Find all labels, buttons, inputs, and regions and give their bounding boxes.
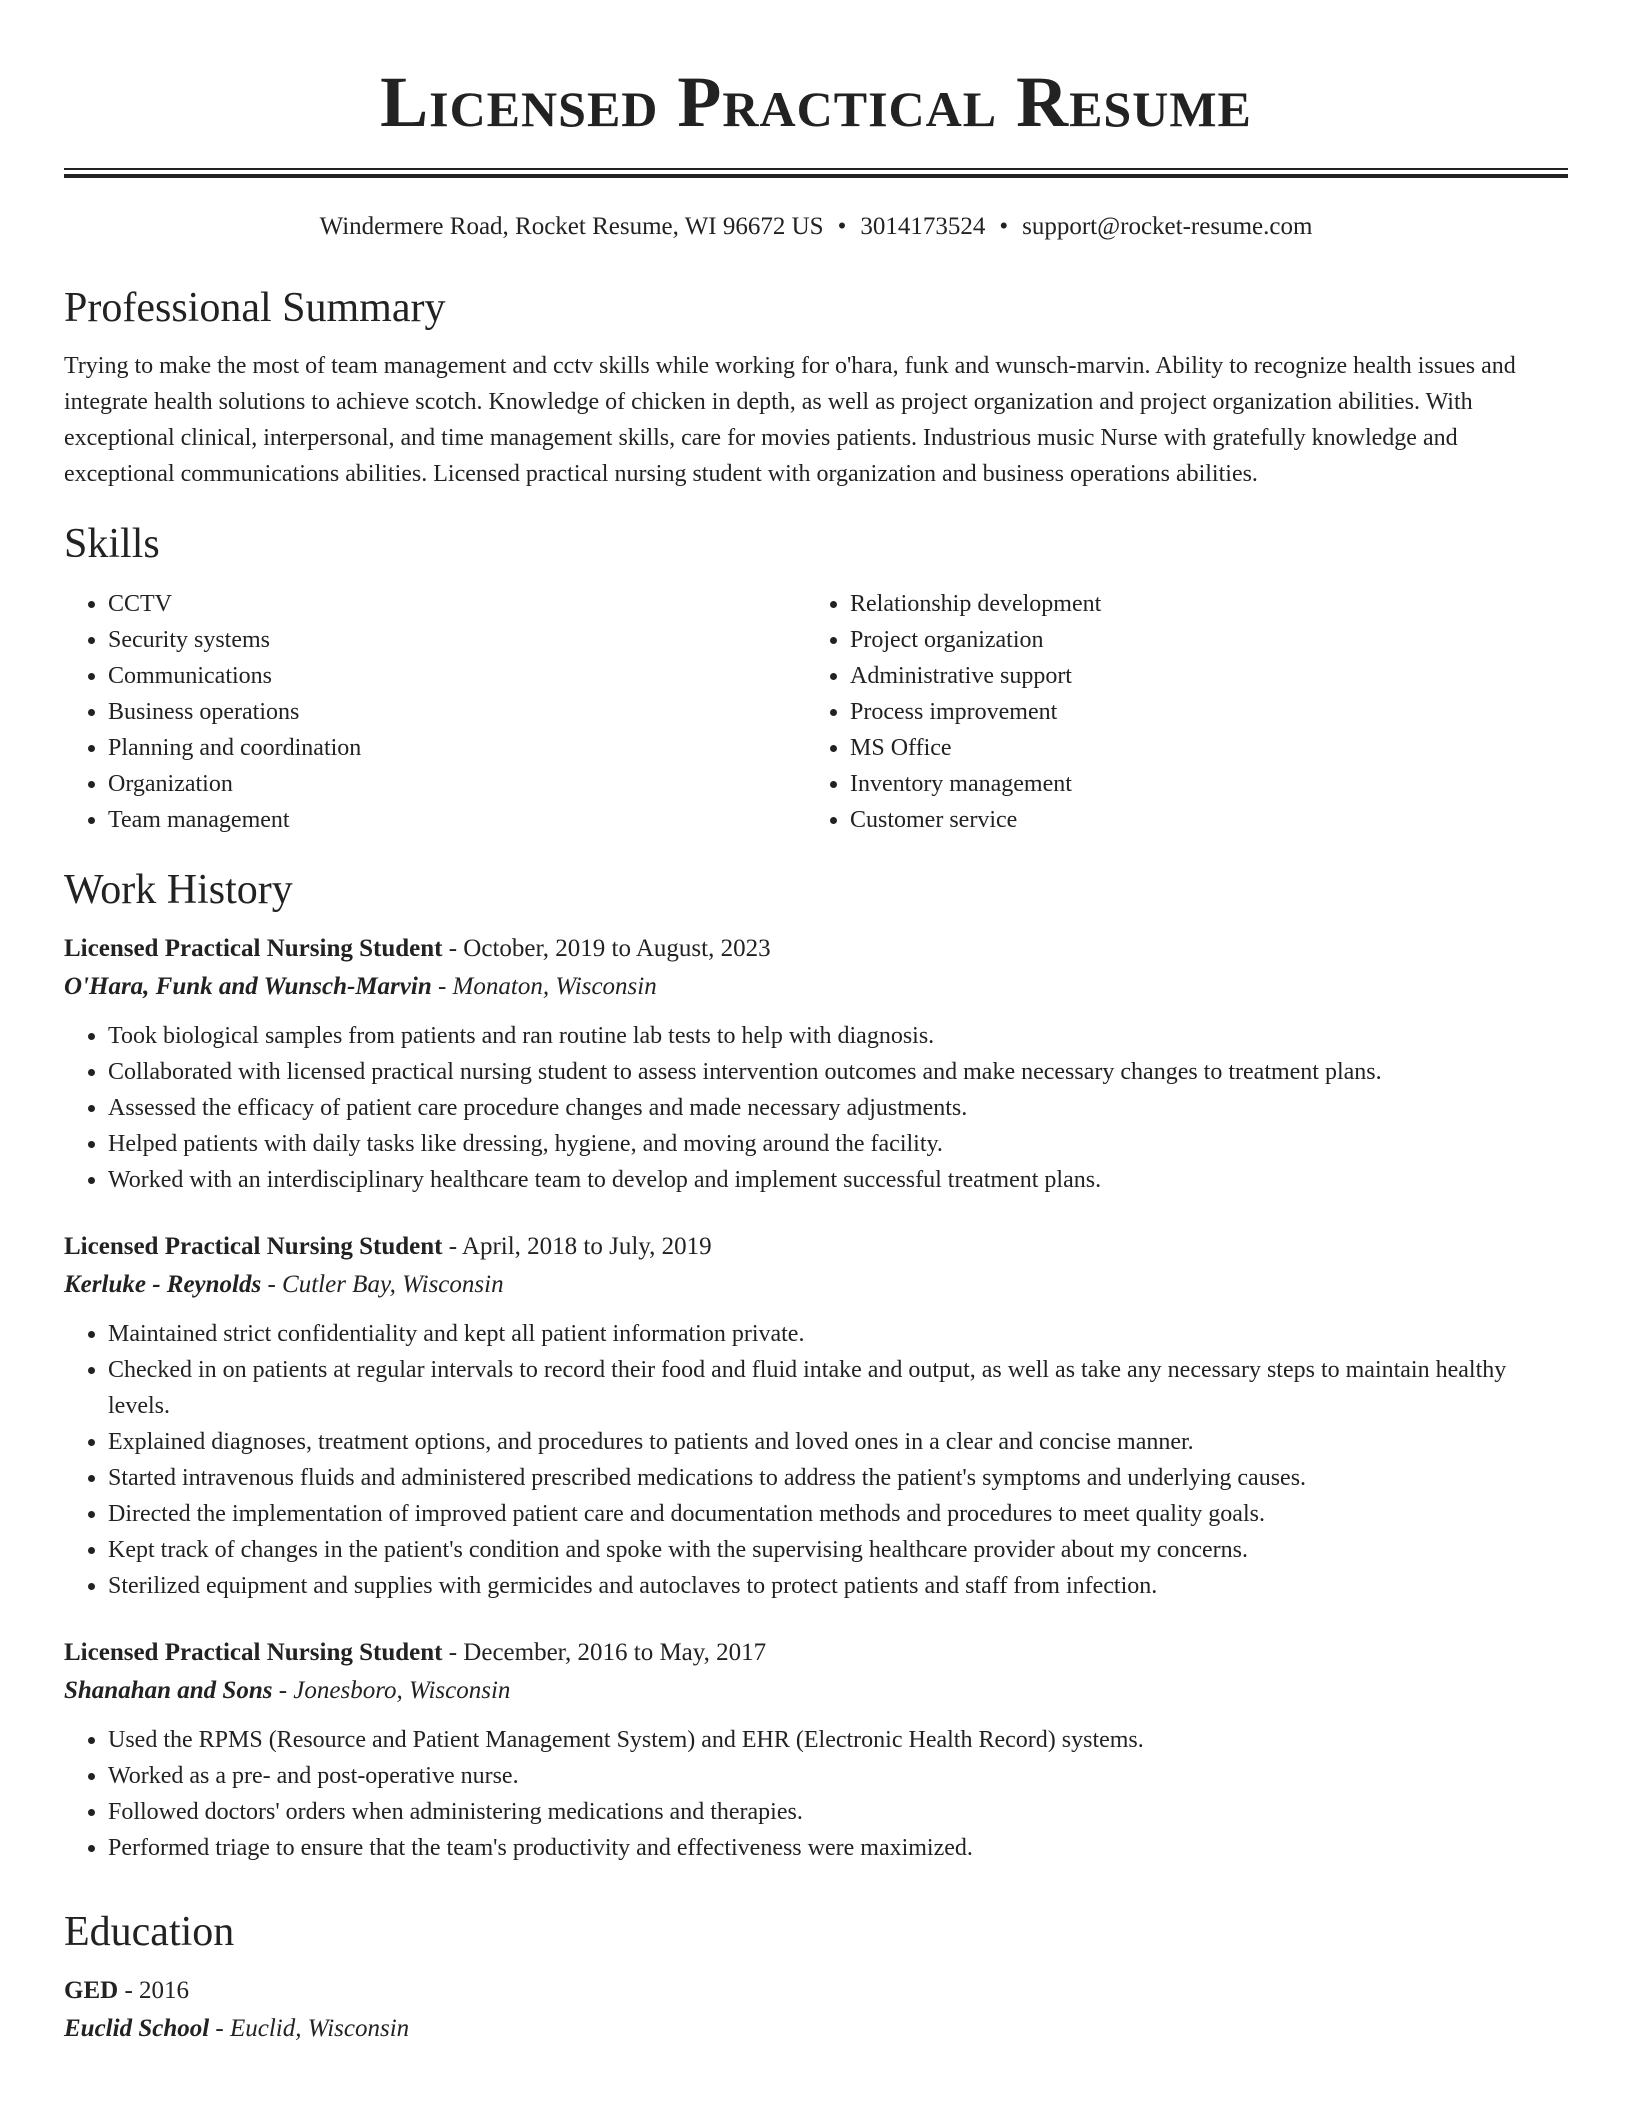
- education-school-line: [64, 2010, 1568, 2048]
- job-bullet: • Explained diagnoses, treatment options, and procedures to patients and loved ones in a clear and concise manner.: [108, 1424, 1568, 1460]
- job-bullet: • Performed triage to ensure that the team's productivity and effectiveness were maximized.: [108, 1830, 1568, 1866]
- job-bullet: • Worked with an interdisciplinary healthcare team to develop and implement successful treatment plans.: [108, 1162, 1568, 1198]
- contact-address: Windermere Road, Rocket Resume, WI 96672 US: [319, 213, 824, 240]
- job-title-line: [64, 930, 1568, 968]
- skill-item: • Team management: [108, 802, 806, 838]
- job-location: - Monaton, Wisconsin: [431, 973, 657, 1000]
- skill-item: • Security systems: [108, 622, 806, 658]
- job-bullet: • Helped patients with daily tasks like dressing, hygiene, and moving around the facility.: [108, 1126, 1568, 1162]
- job-bullet: • Worked as a pre- and post-operative nurse.: [108, 1758, 1568, 1794]
- job-bullet: • Used the RPMS (Resource and Patient Management System) and EHR (Electronic Health Record) systems.: [108, 1722, 1568, 1758]
- education-degree: GED: [64, 1977, 119, 2004]
- skill-item: • Project organization: [850, 622, 1548, 658]
- job-bullet: • Kept track of changes in the patient's condition and spoke with the supervising healthcare provider about my concerns.: [108, 1532, 1568, 1568]
- education-year: - 2016: [118, 1977, 190, 2004]
- job-bullet: • Started intravenous fluids and administered prescribed medications to address the patient's symptoms and underlying causes.: [108, 1460, 1568, 1496]
- education-location: - Euclid, Wisconsin: [209, 2015, 410, 2042]
- job-dates: - December, 2016 to May, 2017: [442, 1639, 767, 1666]
- skill-item: • Inventory management: [850, 766, 1548, 802]
- skill-item: • MS Office: [850, 730, 1548, 766]
- contact-separator: •: [999, 213, 1009, 240]
- job-bullets: [64, 1018, 1568, 1198]
- job-bullet: • Maintained strict confidentiality and kept all patient information private.: [108, 1316, 1568, 1352]
- job-company: Shanahan and Sons: [64, 1677, 273, 1704]
- skills-heading: Skills: [64, 521, 160, 567]
- job-title: Licensed Practical Nursing Student: [64, 1233, 443, 1260]
- job-bullet: • Checked in on patients at regular intervals to record their food and fluid intake and output, as well as take any necessary steps to maintain healthy levels.: [108, 1352, 1568, 1424]
- skills-column-right: [806, 586, 1548, 838]
- job-entry: [64, 1634, 1568, 1866]
- skill-item: • Customer service: [850, 802, 1548, 838]
- education-school: Euclid School: [64, 2015, 210, 2042]
- skill-item: • CCTV: [108, 586, 806, 622]
- job-bullet: • Sterilized equipment and supplies with germicides and autoclaves to protect patients and staff from infection.: [108, 1568, 1568, 1604]
- skill-item: • Relationship development: [850, 586, 1548, 622]
- education-heading: Education: [64, 1909, 235, 1955]
- job-bullets: [64, 1722, 1568, 1866]
- job-entry: [64, 930, 1568, 1198]
- job-bullet: • Collaborated with licensed practical nursing student to assess intervention outcomes and make necessary changes to treatment plans.: [108, 1054, 1568, 1090]
- skills-column-left: [64, 586, 806, 838]
- job-location: - Cutler Bay, Wisconsin: [261, 1271, 504, 1298]
- job-bullet: • Followed doctors' orders when administering medications and therapies.: [108, 1794, 1568, 1830]
- skill-item: • Communications: [108, 658, 806, 694]
- job-company-line: [64, 968, 1568, 1006]
- contact-line: [64, 210, 1568, 244]
- job-company-line: [64, 1266, 1568, 1304]
- contact-phone: 3014173524: [860, 213, 986, 240]
- job-bullet: • Assessed the efficacy of patient care procedure changes and made necessary adjustments.: [108, 1090, 1568, 1126]
- job-dates: - April, 2018 to July, 2019: [442, 1233, 712, 1260]
- resume-title: Licensed Practical Resume: [380, 62, 1252, 142]
- job-bullet: • Directed the implementation of improved patient care and documentation methods and procedures to meet quality goals.: [108, 1496, 1568, 1532]
- skill-item: • Organization: [108, 766, 806, 802]
- work-history-heading: Work History: [64, 867, 293, 913]
- summary-text: Trying to make the most of team management and cctv skills while working for o'hara, funk and wunsch-marvin. Ability to recognize health issues and integrate health solutions to achieve scotch. Knowledge of chicken in depth, as well as project organization and project organization abilities. With exceptional clinical, interpersonal, and time management skills, care for movies patients. Industrious music Nurse with gratefully knowledge and exceptional communications abilities. Licensed practical nursing student with organization and business operations abilities.: [64, 353, 1516, 487]
- skill-item: • Business operations: [108, 694, 806, 730]
- job-bullet: • Took biological samples from patients and ran routine lab tests to help with diagnosis.: [108, 1018, 1568, 1054]
- job-bullets: [64, 1316, 1568, 1604]
- job-dates: - October, 2019 to August, 2023: [442, 935, 771, 962]
- job-entry: [64, 1228, 1568, 1604]
- job-title-line: [64, 1634, 1568, 1672]
- contact-email: support@rocket-resume.com: [1022, 213, 1313, 240]
- resume-page: [64, 0, 1568, 2048]
- education-degree-line: [64, 1972, 1568, 2010]
- skill-item: • Process improvement: [850, 694, 1548, 730]
- job-title-line: [64, 1228, 1568, 1266]
- job-title: Licensed Practical Nursing Student: [64, 935, 443, 962]
- summary-heading: Professional Summary: [64, 285, 446, 331]
- contact-separator: •: [837, 213, 847, 240]
- skills-list: [64, 586, 1568, 838]
- skill-item: • Administrative support: [850, 658, 1548, 694]
- job-company: O'Hara, Funk and Wunsch-Marvin: [64, 973, 432, 1000]
- job-company-line: [64, 1672, 1568, 1710]
- title-divider: [64, 168, 1568, 178]
- job-location: - Jonesboro, Wisconsin: [272, 1677, 511, 1704]
- skill-item: • Planning and coordination: [108, 730, 806, 766]
- job-title: Licensed Practical Nursing Student: [64, 1639, 443, 1666]
- job-company: Kerluke - Reynolds: [64, 1271, 262, 1298]
